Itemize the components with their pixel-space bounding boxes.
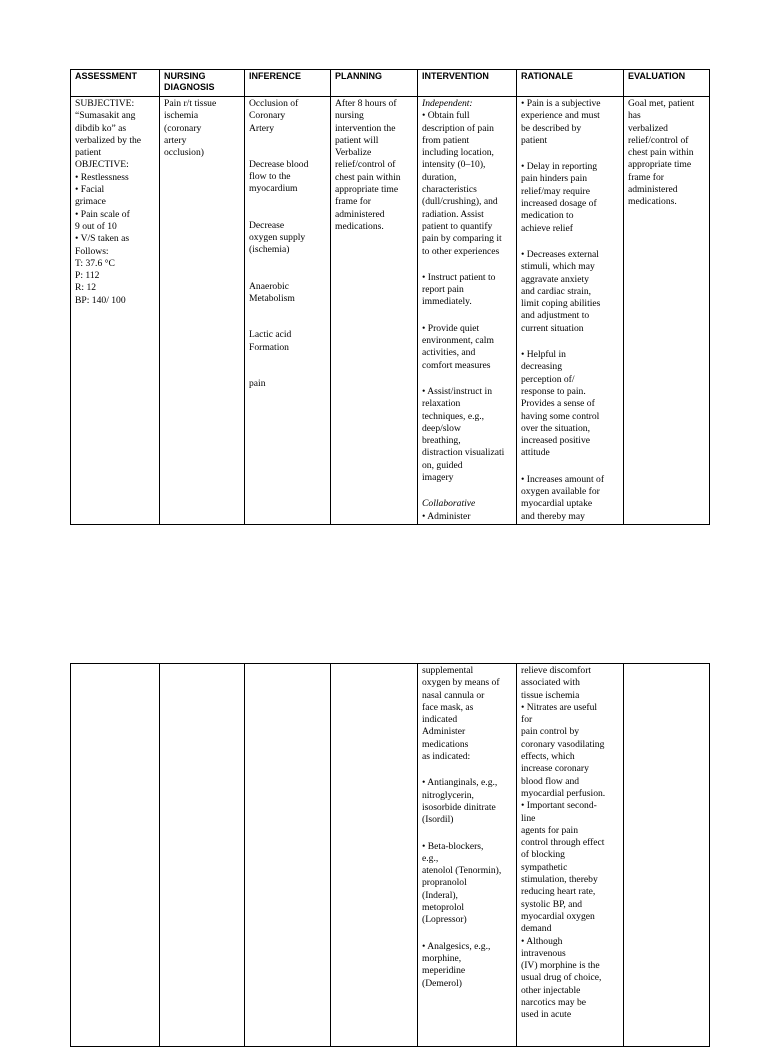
text-line: Decrease <box>249 219 285 231</box>
text-line: • Helpful in <box>521 349 566 361</box>
text-line: imagery <box>422 472 454 484</box>
text-line: chest pain within <box>628 147 694 159</box>
text-line: for <box>521 714 533 726</box>
text-line: grimace <box>75 196 106 208</box>
text-line: stimulation, thereby <box>521 874 598 886</box>
text-line: morphine, <box>422 952 462 964</box>
text-line: myocardial uptake <box>521 498 593 510</box>
text-line: Formation <box>249 341 289 353</box>
text-line: myocardial perfusion. <box>521 787 606 799</box>
rationale-cell <box>517 664 624 1047</box>
text-line: attitude <box>521 447 550 459</box>
text-line: systolic BP, and <box>521 898 583 910</box>
text-line: nasal cannula or <box>422 689 485 701</box>
text-line: as indicated: <box>422 751 471 763</box>
text-line: agents for pain <box>521 824 579 836</box>
text-line: metoprolol <box>422 902 465 914</box>
text-line: atenolol (Tenormin), <box>422 865 502 877</box>
text-line: having some control <box>521 410 600 422</box>
text-line: frame for <box>335 196 371 208</box>
text-line: • Instruct patient to <box>422 271 496 283</box>
text-line: has <box>628 110 641 122</box>
text-line: propranolol <box>422 877 467 889</box>
text-line: over the situation, <box>521 422 591 434</box>
text-line: response to pain. <box>521 385 586 397</box>
text-line: Metabolism <box>249 292 295 304</box>
text-line: OBJECTIVE: <box>75 159 129 171</box>
text-line: perception of/ <box>521 373 575 385</box>
text-line: • Assist/instruct in <box>422 385 492 397</box>
header-inference: INFERENCE <box>245 70 331 97</box>
text-line: activities, and <box>422 347 476 359</box>
text-line: • Restlessness <box>75 171 129 183</box>
text-line: tissue ischemia <box>521 689 580 701</box>
text-line: medication to <box>521 210 574 222</box>
planning-cell <box>331 664 418 1047</box>
text-line: medications. <box>335 220 384 232</box>
text-line: • Administer <box>422 510 471 522</box>
text-line: flow to the <box>249 171 291 183</box>
inference-cell <box>245 97 331 525</box>
evaluation-cell <box>624 97 710 525</box>
text-line: Occlusion of <box>249 98 299 109</box>
text-line: narcotics may be <box>521 997 586 1009</box>
text-line: limit coping abilities <box>521 298 601 310</box>
text-line: decreasing <box>521 361 563 373</box>
text-line: Anaerobic <box>249 280 289 292</box>
text-line: deep/slow <box>422 422 461 434</box>
text-line: occlusion) <box>164 147 204 159</box>
header-nursing-diagnosis: NURSING DIAGNOSIS <box>160 70 245 97</box>
text-line: administered <box>335 208 385 220</box>
text-line: blood flow and <box>521 775 580 787</box>
text-line: increased dosage of <box>521 198 597 210</box>
care-plan-table-page1 <box>70 69 710 525</box>
text-line: usual drug of choice, <box>521 972 602 984</box>
text-line: myocardium <box>249 183 298 195</box>
text-line: (Inderal), <box>422 889 458 901</box>
text-line: Follows: <box>75 245 109 257</box>
diagnosis-cell <box>160 664 245 1047</box>
text-line: techniques, e.g., <box>422 410 485 422</box>
text-line: patient <box>75 147 102 159</box>
text-line: aggravate anxiety <box>521 273 589 285</box>
care-plan-table-page2 <box>70 663 710 1047</box>
text-line: • Antianginals, e.g., <box>422 777 498 789</box>
text-line: frame for <box>628 171 664 183</box>
text-line: pain control by <box>521 726 580 738</box>
text-line: • Facial <box>75 184 105 196</box>
header-intervention: INTERVENTION <box>418 70 517 97</box>
text-line: BP: 140/ 100 <box>75 294 126 306</box>
text-line: 9 out of 10 <box>75 220 117 232</box>
header-assessment: ASSESSMENT <box>71 70 160 97</box>
text-line: myocardial oxygen <box>521 910 595 922</box>
text-line: (IV) morphine is the <box>521 960 600 972</box>
text-line: supplemental <box>422 665 474 676</box>
text-line: artery <box>164 134 187 146</box>
text-line: • Obtain full <box>422 110 470 122</box>
text-line: meperidine <box>422 965 466 977</box>
inference-cell <box>245 664 331 1047</box>
text-line: • Pain scale of <box>75 208 130 220</box>
text-line: Goal met, patient <box>628 98 695 109</box>
text-line: oxygen by means of <box>422 677 500 689</box>
rationale-cell <box>517 97 624 525</box>
text-line: line <box>521 812 536 824</box>
text-line: report pain <box>422 284 464 296</box>
text-line: face mask, as <box>422 701 474 713</box>
text-line: relief/may require <box>521 185 590 197</box>
text-line: (ischemia) <box>249 244 290 256</box>
text-line: (dull/crushing), and <box>422 196 498 208</box>
text-line: relaxation <box>422 398 461 410</box>
text-line: immediately. <box>422 296 472 308</box>
text-line: (Isordil) <box>422 814 454 826</box>
text-line: reducing heart rate, <box>521 886 596 898</box>
text-line: radiation. Assist <box>422 208 484 220</box>
text-line: relief/control of <box>628 134 689 146</box>
text-line: duration, <box>422 171 457 183</box>
evaluation-cell <box>624 664 710 1047</box>
text-line: (coronary <box>164 122 202 134</box>
text-line: • V/S taken as <box>75 233 130 245</box>
text-line: intravenous <box>521 947 566 959</box>
text-line: • Although <box>521 935 563 947</box>
text-line: nursing <box>335 110 364 122</box>
text-line: increase coronary <box>521 763 589 775</box>
text-line: used in acute <box>521 1009 572 1021</box>
text-line: Coronary <box>249 110 286 122</box>
text-line: • Analgesics, e.g., <box>422 940 491 952</box>
table-row <box>71 664 710 1047</box>
text-line: demand <box>521 923 552 935</box>
text-line: Pain r/t tissue <box>164 98 217 109</box>
text-line: effects, which <box>521 751 575 763</box>
text-line: patient will <box>335 134 379 146</box>
text-line: intensity (0–10), <box>422 159 486 171</box>
text-line: pain <box>249 377 266 389</box>
text-line: medications <box>422 738 469 750</box>
text-line: environment, calm <box>422 335 494 347</box>
text-line: • Beta-blockers, <box>422 840 484 852</box>
text-line: (Lopressor) <box>422 914 467 926</box>
planning-cell <box>331 97 418 525</box>
text-line: oxygen available for <box>521 486 600 498</box>
text-line: appropriate time <box>335 184 399 196</box>
text-line: • Delay in reporting <box>521 161 598 173</box>
text-line: oxygen supply <box>249 232 306 244</box>
text-line: Artery <box>249 122 275 134</box>
text-line: • Nitrates are useful <box>521 701 598 713</box>
text-line: e.g., <box>422 852 439 864</box>
text-line: description of pain <box>422 122 494 134</box>
text-line: R: 12 <box>75 282 97 294</box>
text-line: administered <box>628 184 678 196</box>
header-row <box>71 70 710 97</box>
text-line: verbalized <box>628 122 668 134</box>
text-line: Lactic acid <box>249 329 292 341</box>
text-line: P: 112 <box>75 270 100 282</box>
text-line: from patient <box>422 134 470 146</box>
text-line: T: 37.6 °C <box>75 257 115 269</box>
text-line: be described by <box>521 122 582 134</box>
text-line: distraction visualizati <box>422 447 505 459</box>
text-line: breathing, <box>422 435 461 447</box>
text-line: • Important second- <box>521 800 597 812</box>
text-line: associated with <box>521 677 580 689</box>
text-line: current situation <box>521 322 584 334</box>
text-line: ischemia <box>164 110 199 122</box>
text-line: Verbalize <box>335 147 372 159</box>
text-line: • Pain is a subjective <box>521 98 601 109</box>
text-line: to other experiences <box>422 245 500 257</box>
header-evaluation: EVALUATION <box>624 70 710 97</box>
diagnosis-cell <box>160 97 245 525</box>
text-line: and thereby may <box>521 510 585 522</box>
text-line: patient to quantify <box>422 220 493 232</box>
text-line: SUBJECTIVE: <box>75 98 135 109</box>
text-line: coronary vasodilating <box>521 738 605 750</box>
assessment-cell <box>71 97 160 525</box>
text-line: “Sumasakit ang <box>75 110 136 122</box>
text-line: isosorbide dinitrate <box>422 801 496 813</box>
text-line: stimuli, which may <box>521 261 595 273</box>
text-line: • Decreases external <box>521 248 599 260</box>
text-line: Administer <box>422 726 466 738</box>
header-planning: PLANNING <box>331 70 418 97</box>
text-line: appropriate time <box>628 159 692 171</box>
text-line: patient <box>521 134 548 146</box>
header-rationale: RATIONALE <box>517 70 624 97</box>
text-line: experience and must <box>521 110 600 122</box>
text-line: intervention the <box>335 122 396 134</box>
text-line: control through effect <box>521 837 605 849</box>
text-line: indicated <box>422 714 458 726</box>
text-line: increased positive <box>521 435 590 447</box>
text-line: and adjustment to <box>521 310 590 322</box>
text-line: on, guided <box>422 459 463 471</box>
table-row <box>71 97 710 525</box>
text-line: relieve discomfort <box>521 665 592 676</box>
text-line: • Increases amount of <box>521 473 605 485</box>
text-line: sympathetic <box>521 861 568 873</box>
intervention-cell <box>418 97 517 525</box>
text-line: nitroglycerin, <box>422 789 474 801</box>
intervention-cell <box>418 664 517 1047</box>
collaborative-label: Collaborative <box>422 498 476 510</box>
text-line: characteristics <box>422 184 477 196</box>
text-line: relief/control of <box>335 159 396 171</box>
assessment-cell <box>71 664 160 1047</box>
text-line: verbalized by the <box>75 134 142 146</box>
text-line: After 8 hours of <box>335 98 397 109</box>
text-line: other injectable <box>521 984 581 996</box>
text-line: (Demerol) <box>422 977 462 989</box>
text-line: comfort measures <box>422 359 491 371</box>
independent-label: Independent: <box>422 98 473 109</box>
text-line: Provides a sense of <box>521 398 595 410</box>
text-line: chest pain within <box>335 171 401 183</box>
text-line: dibdib ko” as <box>75 122 127 134</box>
text-line: including location, <box>422 147 494 159</box>
text-line: pain hinders pain <box>521 173 588 185</box>
text-line: achieve relief <box>521 222 573 234</box>
text-line: medications. <box>628 196 677 208</box>
text-line: pain by comparing it <box>422 233 502 245</box>
text-line: and cardiac strain, <box>521 285 592 297</box>
text-line: of blocking <box>521 849 565 861</box>
text-line: Decrease blood <box>249 158 309 170</box>
text-line: • Provide quiet <box>422 322 480 334</box>
